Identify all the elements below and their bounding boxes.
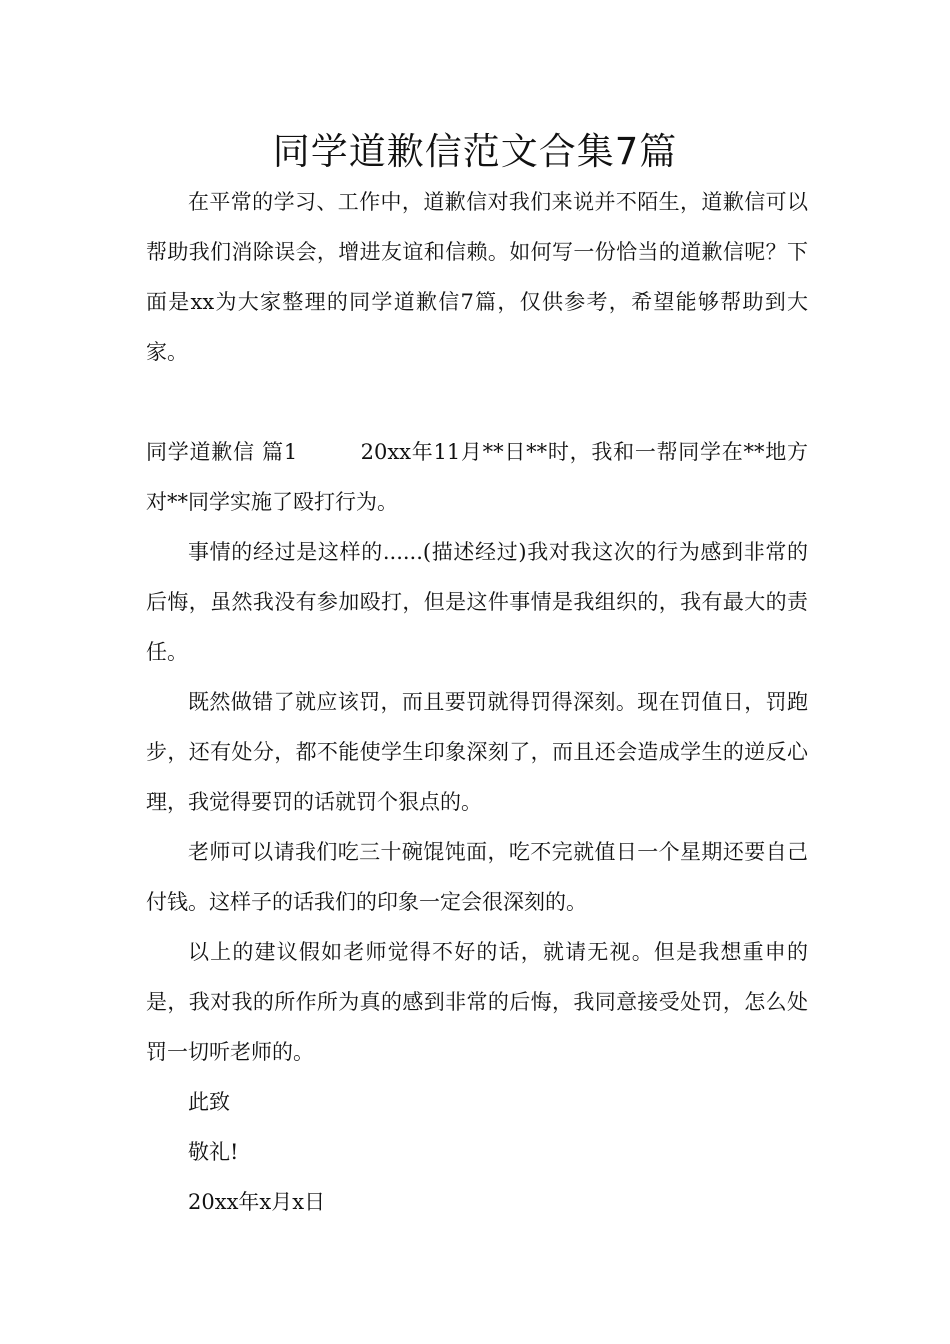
letter-date: 20xx年x月x日 — [188, 1190, 326, 1214]
document-title: 同学道歉信范文合集7篇 — [272, 130, 678, 173]
intro-paragraph: 在平常的学习、工作中，道歉信对我们来说并不陌生，道歉信可以帮助我们消除误会，增进友谊和信赖。如何写一份恰当的道歉信呢？下面是xx为大家整理的同学道歉信7篇，仅供参考，希望能够帮助到大家。 — [146, 190, 808, 364]
section-1-paragraph: 以上的建议假如老师觉得不好的话，就请无视。但是我想重申的是，我对我的所作所为真的感到非常的后悔，我同意接受处罚，怎么处罚一切听老师的。 — [146, 940, 808, 1064]
section-1-first-text: 20xx年11月**日**时，我和一帮同学在**地方对**同学实施了殴打行为。 — [146, 440, 808, 514]
document-body — [146, 177, 808, 1227]
closing-respect: 敬礼! — [188, 1140, 239, 1164]
section-1-heading: 同学道歉信 篇1 — [146, 440, 298, 464]
paragraph-gap — [146, 377, 808, 427]
closing-salutation: 此致 — [188, 1090, 230, 1114]
section-1-paragraph: 事情的经过是这样的......(描述经过)我对我这次的行为感到非常的后悔，虽然我没有参加殴打，但是这件事情是我组织的，我有最大的责任。 — [146, 540, 808, 664]
section-1-first-paragraph — [146, 427, 808, 527]
section-1-paragraph: 老师可以请我们吃三十碗馄饨面，吃不完就值日一个星期还要自己付钱。这样子的话我们的印象一定会很深刻的。 — [146, 840, 808, 914]
section-1-paragraph: 既然做错了就应该罚，而且要罚就得罚得深刻。现在罚值日，罚跑步，还有处分，都不能使学生印象深刻了，而且还会造成学生的逆反心理，我觉得要罚的话就罚个狠点的。 — [146, 690, 808, 814]
